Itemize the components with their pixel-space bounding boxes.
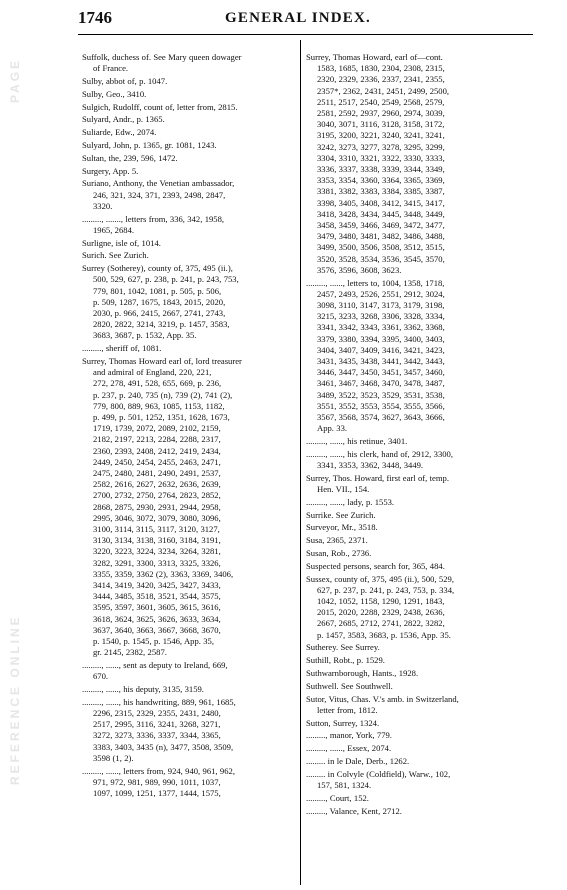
index-entry-line: Sulby, abbot of, p. 1047. <box>82 76 168 86</box>
index-entry-line: 3499, 3500, 3506, 3508, 3512, 3515, <box>317 242 445 253</box>
index-entry-line: Suthwarnborough, Hants., 1928. <box>306 668 419 679</box>
index-entry-line: 2296, 2315, 2329, 2355, 2431, 2480, <box>93 708 221 719</box>
index-entry-line: 2320, 2329, 2336, 2337, 2341, 2355, <box>317 74 445 85</box>
index-entry-line: Sutton, Surrey, 1324. <box>306 717 380 728</box>
index-entry-line: ........., ......, his retinue, 3401. <box>306 436 408 447</box>
index-entry-line: Suriano, Anthony, the Venetian ambassador, <box>82 178 235 189</box>
index-entry-line: Sulgich, Rudolff, count of, letter from, 2815. <box>82 101 238 112</box>
index-entry <box>82 76 296 87</box>
index-entry-line: 971, 972, 981, 989, 990, 1011, 1037, <box>93 776 221 787</box>
index-entry-line: 3381, 3382, 3383, 3384, 3385, 3387, <box>317 186 445 197</box>
index-entry <box>82 102 296 113</box>
index-entry-line: 3220, 3223, 3224, 3234, 3264, 3281, <box>93 546 221 557</box>
index-entry-line: 3551, 3552, 3553, 3554, 3555, 3566, <box>317 400 445 411</box>
index-entry-line: gr. 2145, 2382, 2587. <box>93 647 167 658</box>
index-entry-line: Surgery, App. 5. <box>82 165 139 176</box>
index-entry-line: 3489, 3522, 3523, 3529, 3531, 3538, <box>317 389 445 400</box>
index-entry-line: 779, 801, 1042, 1081, p. 505, p. 506, <box>93 285 222 296</box>
index-entry-line: 2357*, 2362, 2431, 2451, 2499, 2500, <box>317 85 450 96</box>
index-entry-line: ........., Valance, Kent, 2712. <box>306 805 402 816</box>
running-title: GENERAL INDEX. <box>225 10 371 26</box>
index-entry-line: 3576, 3596, 3608, 3623. <box>317 264 402 275</box>
index-entry-line: 3458, 3459, 3466, 3469, 3472, 3477, <box>317 220 445 231</box>
index-entry-line: Sulby, Geo., 3410. <box>82 88 147 99</box>
index-entry-line: 3272, 3273, 3336, 3337, 3344, 3365, <box>93 730 221 741</box>
index-entry-line: ........., Court, 152. <box>306 792 369 803</box>
index-entry-line: 272, 278, 491, 528, 655, 669, p. 236, <box>93 378 222 389</box>
index-entry <box>306 743 534 754</box>
index-entry-line: 3383, 3403, 3435 (n), 3477, 3508, 3509, <box>93 741 234 752</box>
index-entry-line: 3446, 3447, 3450, 3451, 3457, 3460, <box>317 367 445 378</box>
index-entry-line: 3098, 3110, 3147, 3173, 3179, 3198, <box>317 300 445 311</box>
index-entry-line: 3618, 3624, 3625, 3626, 3633, 3634, <box>93 613 221 624</box>
index-entry <box>82 356 296 658</box>
index-entry-line: Suthill, Robt., p. 1529. <box>306 655 385 666</box>
index-entry-line: 3418, 3428, 3434, 3445, 3448, 3449, <box>317 208 445 219</box>
index-entry <box>82 114 296 125</box>
index-entry-line: Sutherey. See Surrey. <box>306 642 380 653</box>
index-entry-line: 3404, 3407, 3409, 3416, 3421, 3423, <box>317 344 445 355</box>
index-entry-line: 1965, 2684. <box>93 224 135 235</box>
index-entry-line: Surrey, Thomas Howard earl of, lord treasurer <box>82 355 242 366</box>
index-entry-line: 3215, 3233, 3268, 3306, 3328, 3334, <box>317 311 445 322</box>
index-entry <box>306 681 534 692</box>
index-entry-line: Surrey, Thomas Howard, earl of—cont. <box>306 52 443 62</box>
index-entry-line: 3282, 3291, 3300, 3313, 3325, 3326, <box>93 557 221 568</box>
index-entry-line: 157, 581, 1324. <box>317 780 372 791</box>
index-entry-line: p. 509, 1287, 1675, 1843, 2015, 2020, <box>93 296 226 307</box>
index-entry-line: ........., ......., letters from, 336, 342, 1958, <box>82 213 225 224</box>
index-entry <box>306 730 534 741</box>
index-entry <box>82 697 296 764</box>
index-entry-line: 2868, 2875, 2930, 2931, 2944, 2958, <box>93 501 221 512</box>
index-entry-line: 3637, 3640, 3663, 3667, 3668, 3670, <box>93 624 221 635</box>
page-number: 1746 <box>78 8 112 27</box>
index-entry-line: 3355, 3359, 3362 (2), 3363, 3369, 3406, <box>93 568 234 579</box>
index-entry-line: 779, 800, 889, 963, 1085, 1153, 1182, <box>93 400 225 411</box>
index-entry-line: 3598 (1, 2). <box>93 752 134 763</box>
index-entry-line: ........., ......, his handwriting, 889, 961, 1685, <box>82 696 236 707</box>
index-entry <box>306 497 534 508</box>
index-entry-line: 3130, 3134, 3138, 3160, 3184, 3191, <box>93 535 221 546</box>
column-divider <box>300 40 301 885</box>
index-entry-line: 3341, 3342, 3343, 3361, 3362, 3368, <box>317 322 445 333</box>
index-entry <box>82 178 296 212</box>
index-entry-line: 1097, 1099, 1251, 1377, 1444, 1575, <box>93 788 221 799</box>
index-entry-line: 3683, 3687, p. 1532, App. 35. <box>93 330 197 341</box>
index-entry-line: 3320. <box>93 200 113 211</box>
index-entry-line: 2581, 2592, 2937, 2960, 2974, 3039, <box>317 108 445 119</box>
index-entry-line: 2182, 2197, 2213, 2284, 2288, 2317, <box>93 434 221 445</box>
index-entry <box>82 660 296 682</box>
index-entry-line: Surligne, isle of, 1014. <box>82 237 161 248</box>
index-entry-line: 2015, 2020, 2288, 2329, 2438, 2636, <box>317 607 445 618</box>
index-entry-line: p. 1540, p. 1545, p. 1546, App. 35, <box>93 636 214 647</box>
index-entry <box>306 756 534 767</box>
header-rule <box>78 34 533 35</box>
index-entry <box>306 449 534 471</box>
page-header <box>78 6 518 32</box>
index-entry-line: 3195, 3200, 3221, 3240, 3241, 3241, <box>317 130 445 141</box>
index-entry-line: Suliarde, Edw., 2074. <box>82 127 157 138</box>
index-entry-line: Surveyor, Mr., 3518. <box>306 522 378 533</box>
index-entry <box>82 250 296 261</box>
index-entry <box>306 52 534 276</box>
index-entry <box>306 535 534 546</box>
index-entry-line: Sultan, the, 239, 596, 1472. <box>82 152 178 163</box>
index-entry-line: ........., manor, York, 779. <box>306 730 392 741</box>
right-column <box>306 52 534 818</box>
index-entry-line: 2457, 2493, 2526, 2551, 2912, 3024, <box>317 288 445 299</box>
index-entry-line: 2449, 2450, 2454, 2455, 2463, 2471, <box>93 456 221 467</box>
index-entry <box>306 655 534 666</box>
index-entry-line: letter from, 1812. <box>317 704 378 715</box>
index-entry-line: ........., ......, letters to, 1004, 1358, 1718, <box>306 277 445 288</box>
index-entry-line: 2030, p. 966, 2415, 2667, 2741, 2743, <box>93 307 226 318</box>
index-entry-line: ........., ......, Essex, 2074. <box>306 743 392 754</box>
index-entry-line: 1042, 1052, 1158, 1290, 1291, 1843, <box>317 596 445 607</box>
index-entry-line: 2995, 3046, 3072, 3079, 3080, 3096, <box>93 512 221 523</box>
index-entry <box>82 127 296 138</box>
index-entry-line: 1719, 1739, 2072, 2089, 2102, 2159, <box>93 423 221 434</box>
index-entry-line: 3336, 3337, 3338, 3339, 3344, 3349, <box>317 164 445 175</box>
index-entry <box>82 263 296 341</box>
index-entry-line: of France. <box>93 63 129 74</box>
index-entry <box>82 343 296 354</box>
watermark-stamp: REFERENCE ONLINE <box>8 614 22 786</box>
index-entry <box>306 806 534 817</box>
index-entry-line: 2475, 2480, 2481, 2490, 2491, 2537, <box>93 468 221 479</box>
index-entry-line: 500, 529, 627, p. 238, p. 241, p. 243, 753, <box>93 274 239 285</box>
index-entry-line: 3520, 3528, 3534, 3536, 3545, 3570, <box>317 253 445 264</box>
index-entry <box>306 510 534 521</box>
index-entry-line: 3398, 3405, 3408, 3412, 3415, 3417, <box>317 197 445 208</box>
index-entry-line: 2360, 2393, 2408, 2412, 2419, 2434, <box>93 445 221 456</box>
index-entry <box>306 718 534 729</box>
index-entry-line: Suspected persons, search for, 365, 484. <box>306 560 445 571</box>
index-entry <box>306 642 534 653</box>
index-entry <box>82 140 296 151</box>
index-entry-line: Sulyard, John, p. 1365, gr. 1081, 1243. <box>82 139 217 150</box>
index-entry-line: 2700, 2732, 2750, 2764, 2823, 2852, <box>93 490 221 501</box>
index-entry-line: 627, p. 237, p. 241, p. 243, 753, p. 334, <box>317 584 455 595</box>
index-entry <box>82 214 296 236</box>
index-entry <box>82 52 296 74</box>
index-entry-line: ........., ......, lady, p. 1553. <box>306 496 395 507</box>
index-entry-line: 246, 321, 324, 371, 2393, 2498, 2847, <box>93 189 226 200</box>
index-entry-line: 670. <box>93 671 109 682</box>
index-entry-line: p. 1457, 3583, 3683, p. 1536, App. 35. <box>317 629 451 640</box>
index-entry-line: Surich. See Zurich. <box>82 250 149 261</box>
index-entry-line: 3242, 3273, 3277, 3278, 3295, 3299, <box>317 141 445 152</box>
index-entry-line: and admiral of England, 220, 221, <box>93 367 212 378</box>
index-entry <box>306 668 534 679</box>
index-entry-line: ........., sheriff of, 1081. <box>82 343 162 354</box>
index-entry-line: 3595, 3597, 3601, 3605, 3615, 3616, <box>93 602 221 613</box>
index-entry-line: 2582, 2616, 2627, 2632, 2636, 2639, <box>93 479 221 490</box>
index-entry <box>306 436 534 447</box>
index-entry-line: Susa, 2365, 2371. <box>306 535 368 546</box>
index-entry-line: Surrey (Sotherey), county of, 375, 495 (ii.), <box>82 263 233 274</box>
index-entry-line: ........., ......, his deputy, 3135, 3159. <box>82 684 204 695</box>
index-entry-line: 2667, 2685, 2712, 2741, 2822, 3282, <box>317 618 445 629</box>
index-entry-line: 3304, 3310, 3321, 3322, 3330, 3333, <box>317 152 445 163</box>
index-entry-line: 3444, 3485, 3518, 3521, 3544, 3575, <box>93 591 221 602</box>
index-entry-line: Susan, Rob., 2736. <box>306 548 372 559</box>
index-entry-line: 3341, 3353, 3362, 3448, 3449. <box>317 460 424 471</box>
index-entry <box>306 769 534 791</box>
index-entry <box>306 694 534 716</box>
index-entry-line: ........., ......, his clerk, hand of, 2912, 3300, <box>306 448 453 459</box>
index-entry <box>306 522 534 533</box>
index-entry-line: ......... in le Dale, Derb., 1262. <box>306 756 410 767</box>
index-entry <box>82 238 296 249</box>
index-entry <box>82 166 296 177</box>
index-entry-line: Surrike. See Zurich. <box>306 509 376 520</box>
index-entry-line: 3100, 3114, 3115, 3117, 3120, 3127, <box>93 524 220 535</box>
index-entry-line: 3379, 3380, 3394, 3395, 3400, 3403, <box>317 333 445 344</box>
index-entry-line: Sussex, county of, 375, 495 (ii.), 500, 529, <box>306 573 454 584</box>
index-entry <box>82 153 296 164</box>
index-entry-line: p. 499, p. 501, 1252, 1351, 1628, 1673, <box>93 412 230 422</box>
index-entry-line: ........., ......, sent as deputy to Ireland, 669, <box>82 660 228 671</box>
index-entry-line: Suthwell. See Southwell. <box>306 680 393 691</box>
index-entry-line: Sutor, Vitus, Chas. V.'s amb. in Switzerland, <box>306 693 459 704</box>
index-entry-line: 3461, 3467, 3468, 3470, 3478, 3487, <box>317 378 445 389</box>
left-column <box>82 52 296 801</box>
index-entry-line: 3431, 3435, 3438, 3441, 3442, 3443, <box>317 356 445 367</box>
index-entry-line: ........., ......, letters from, 924, 940, 961, 962, <box>82 765 235 776</box>
index-entry-line: Surrey, Thos. Howard, first earl of, temp. <box>306 472 449 483</box>
index-entry-line: 3567, 3568, 3574, 3627, 3643, 3666, <box>317 412 445 423</box>
index-entry-line: Suffolk, duchess of. See Mary queen dowager <box>82 52 242 62</box>
index-entry <box>306 793 534 804</box>
index-entry <box>306 278 534 435</box>
index-entry-line: 2511, 2517, 2540, 2549, 2568, 2579, <box>317 96 445 107</box>
index-entry-line: 3479, 3480, 3481, 3482, 3486, 3488, <box>317 231 445 242</box>
index-entry <box>306 473 534 495</box>
index-entry-line: p. 237, p. 240, 735 (n), 739 (2), 741 (2), <box>93 389 233 400</box>
index-entry-line: Sulyard, Andr., p. 1365. <box>82 114 165 125</box>
index-entry-line: App. 33. <box>317 423 348 434</box>
index-entry-line: Hen. VII., 154. <box>317 484 370 495</box>
index-entry <box>82 684 296 695</box>
index-entry-line: 3040, 3071, 3116, 3128, 3158, 3172, <box>317 119 445 130</box>
index-entry <box>306 561 534 572</box>
index-entry <box>306 574 534 641</box>
index-entry-line: 3353, 3354, 3360, 3364, 3365, 3369, <box>317 175 445 186</box>
index-entry <box>82 766 296 800</box>
index-entry-line: 2820, 2822, 3214, 3219, p. 1457, 3583, <box>93 319 230 330</box>
index-entry <box>82 89 296 100</box>
watermark-stamp-small: PAGE <box>8 57 22 103</box>
index-entry-line: 2517, 2995, 3116, 3241, 3268, 3271, <box>93 719 221 730</box>
index-entry <box>306 548 534 559</box>
index-entry-line: 3414, 3419, 3420, 3425, 3427, 3433, <box>93 580 221 591</box>
index-entry-line: ......... in Colvyle (Coldfield), Warw., 102, <box>306 768 451 779</box>
index-entry-line: 1583, 1685, 1830, 2304, 2308, 2315, <box>317 63 445 74</box>
